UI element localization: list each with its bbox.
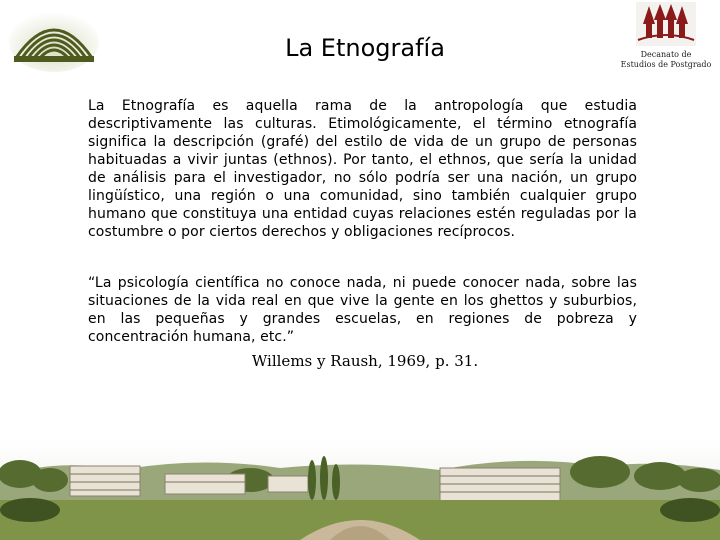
slide-title: La Etnografía	[285, 34, 445, 62]
decanato-line-1: Decanato de	[640, 50, 692, 59]
quote-paragraph: “La psicología científica no conoce nada, ni puede conocer nada, sobre las situaciones de la vida real en que vive la gente en los ghettos y suburbios, en las pequeñas y grandes escuelas, en regiones de pobreza y concentración humana, etc.”	[88, 275, 637, 345]
quote-citation: Willems y Raush, 1969, p. 31.	[251, 352, 479, 370]
campus-panorama-image	[0, 440, 720, 540]
definition-paragraph: La Etnografía es aquella rama de la antropología que estudia descriptivamente las culturas. Etimológicamente, el término etnografía significa la descripción (grafé) del estilo de vida de un grupo de personas habituadas a vivir juntas (ethnos). Por tanto, el ethnos, que sería la unidad de análisis para el investigador, no sólo podría ser una nación, un grupo lingüístico, una región o una comunidad, sino también cualquier grupo humano que constituya una entidad cuyas relaciones estén reguladas por la costumbre o por ciertos derechos y obligaciones recíprocos.	[88, 98, 637, 240]
decanato-line-2: Estudios de Postgrado	[620, 60, 712, 69]
